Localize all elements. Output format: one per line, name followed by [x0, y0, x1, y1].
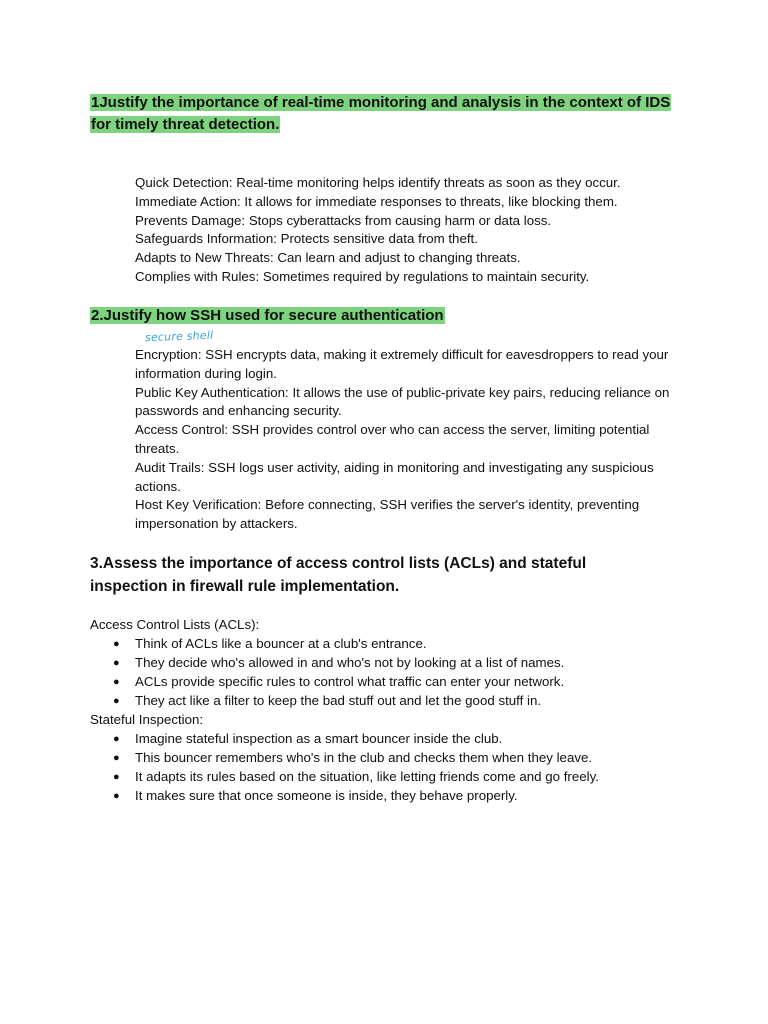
list-item-text: It adapts its rules based on the situation, like letting friends come and go freely. — [135, 768, 599, 784]
section2-points — [135, 346, 680, 534]
list-item — [90, 730, 690, 749]
list-item: Safeguards Information: Protects sensitive data from theft. — [135, 231, 478, 247]
list-item — [90, 673, 690, 692]
list-item: Complies with Rules: Sometimes required by regulations to maintain security. — [135, 268, 590, 284]
section1-heading-highlight: 1Justify the importance of real-time monitoring and analysis in the context of IDS for timely threat detection. — [91, 94, 671, 133]
list-item — [90, 768, 690, 787]
list-item: Prevents Damage: Stops cyberattacks from causing harm or data loss. — [135, 212, 552, 228]
bullet-icon: ● — [113, 770, 120, 783]
list-item: Immediate Action: It allows for immediate responses to threats, like blocking them. — [135, 193, 618, 209]
section2-heading-highlight: 2.Justify how SSH used for secure authentication — [91, 307, 444, 324]
bullet-icon: ● — [113, 789, 120, 802]
list-item — [90, 749, 690, 768]
list-item-text: Think of ACLs like a bouncer at a club's entrance. — [135, 636, 427, 651]
list-item — [90, 654, 690, 673]
list-item-text: It makes sure that once someone is inside, they behave properly. — [135, 787, 518, 803]
bullet-icon: ● — [113, 675, 120, 688]
acl-bullets — [90, 635, 690, 711]
list-item-text: They decide who's allowed in and who's not by looking at a list of names. — [135, 654, 565, 670]
list-item: Access Control: SSH provides control over who can access the server, limiting potential threats. — [135, 422, 650, 456]
bullet-icon: ● — [113, 694, 120, 707]
list-item — [90, 787, 690, 806]
bullet-icon: ● — [113, 656, 120, 669]
list-item: Quick Detection: Real-time monitoring helps identify threats as soon as they occur. — [135, 175, 621, 190]
bullet-icon: ● — [113, 733, 120, 745]
bullet-icon: ● — [113, 638, 120, 650]
list-item: Audit Trails: SSH logs user activity, aiding in monitoring and investigating any suspicious actions. — [135, 459, 654, 494]
list-item-text: Imagine stateful inspection as a smart bouncer inside the club. — [135, 731, 503, 746]
list-item: Adapts to New Threats: Can learn and adjust to changing threats. — [135, 250, 521, 266]
acl-label: Access Control Lists (ACLs): — [90, 617, 260, 632]
list-item: Encryption: SSH encrypts data, making it extremely difficult for eavesdroppers to read your information during login. — [135, 347, 669, 381]
list-item: Public Key Authentication: It allows the use of public-private key pairs, reducing reliance on passwords and enhancing security. — [135, 384, 670, 419]
stateful-label: Stateful Inspection: — [90, 712, 204, 727]
section2-heading — [90, 305, 690, 327]
bullet-icon: ● — [113, 751, 120, 764]
stateful-bullets — [90, 730, 690, 806]
list-item: Host Key Verification: Before connecting, SSH verifies the server's identity, preventing impersonation by attackers. — [135, 497, 640, 532]
list-item-text: This bouncer remembers who's in the club and checks them when they leave. — [135, 749, 593, 765]
list-item — [90, 692, 690, 711]
list-item-text: ACLs provide specific rules to control what traffic can enter your network. — [135, 673, 565, 689]
list-item — [90, 635, 690, 654]
section1-points — [135, 174, 680, 287]
list-item-text: They act like a filter to keep the bad stuff out and let the good stuff in. — [135, 692, 542, 708]
section1-heading — [90, 92, 690, 136]
handwritten-annotation: secure shell — [144, 328, 214, 345]
section3-heading: 3.Assess the importance of access control lists (ACLs) and stateful inspection in firewall rule implementation. — [90, 555, 587, 595]
